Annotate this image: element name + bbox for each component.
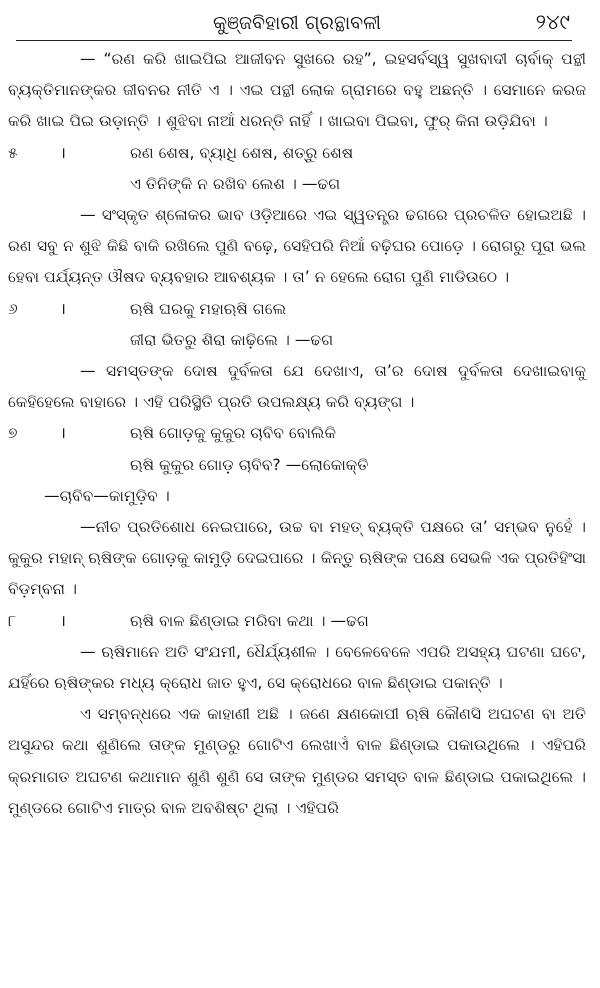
entry-mark: । — [60, 611, 66, 630]
page-header — [8, 0, 586, 44]
proverb-line: ଋଷି କୁକୁର ଗୋଡ଼ ଚାବିବ? —ଲୋକୋକ୍ତି — [130, 455, 369, 474]
paragraph: — ଋଷିମାନେ ଅତି ସଂଯମୀ, ଧୈର୍ଯ୍ୟଶୀଳ । ବେଳେବେଳେ ଏପରି ଅସହ୍ୟ ଘଟଣା ଘଟେ, ଯହିଁରେ ଋଷିଙ୍କର ମଧ୍ୟ କ୍ରୋଧ ଜାତ ହୁଏ, ସେ କ୍ରୋଧରେ ବାଳ ଛିଣ୍ଡାଇ ପକାନ୍ତି । — [8, 642, 586, 693]
entry-number: ୭ — [8, 424, 18, 443]
entry-mark: । — [60, 424, 66, 443]
entry-6 — [8, 294, 586, 325]
gloss-line: —ଚାବିବ—କାମୁଡ଼ିବ । — [44, 486, 170, 505]
paragraph: — ସଂସ୍କୃତ ଶ୍ଳୋକର ଭାବ ଓଡ଼ିଆରେ ଏଇ ସ୍ୱତନ୍ତ୍ର ଢଗରେ ପ୍ରଚଳିତ ହୋଇଅଛି । ରଣ ସବୁ ନ ଶୁଝି କିଛି ବାକି ରଖିଲେ ପୁଣି ବଢ଼େ, ସେହିପରି ନିଆଁ ବଢ଼ିଘର ପୋଡ଼େ । ରୋଗରୁ ପୂରା ଭଲ ହେବା ପର୍ଯ୍ୟନ୍ତ ଔଷଦ ବ୍ୟବହାର ଆବଶ୍ୟକ । ତା’ ନ ହେଲେ ରୋଗ ପୁଣି ମାଡିଉଠେ । — [8, 206, 586, 287]
entry-8 — [8, 606, 586, 637]
paragraph: — “ରଣ କରି ଖାଇପିଇ ଆଜୀବନ ସୁଖରେ ରହ”, ଇହସର୍ବସ୍ୱ ସୁଖବାଦୀ ଚାର୍ବାକ୍ ପନ୍ଥୀ ବ୍ୟକ୍ତିମାନଙ୍କର ଜୀବନର ନୀତି ଏ । ଏଇ ପନ୍ଥୀ ଲୋକ ଗ୍ରାମରେ ବହୁ ଅଛନ୍ତି । ସେମାନେ କରଜ କରି ଖାଇ ପିଇ ଉଡ଼ାନ୍ତି । ଶୁଝିବା ନାଆଁ ଧରନ୍ତି ନାହିଁ । ଖାଇବା ପିଇବା, ଫୁର୍ କିନା ଉଡ଼ିଯିବା । — [8, 50, 586, 131]
header-rule — [16, 40, 572, 41]
proverb-line: ଜୀରା ଭିତରୁ ଶିରା କାଢ଼ିଲେ । —ଢଗ — [130, 330, 334, 349]
proverb-line: ଋଷି ବାଳ ଛିଣ୍ଡାଇ ମରିବା କଥା । —ଢଗ — [130, 611, 369, 630]
entry-5 — [8, 138, 586, 169]
proverb-line: ଋଷି ଘରକୁ ମହାଋଷି ଗଲେ — [130, 299, 287, 318]
entry-mark: । — [60, 143, 66, 162]
entry-number: ୬ — [8, 299, 18, 318]
paragraph: ଏ ସମ୍ବନ୍ଧରେ ଏକ କାହାଣୀ ଅଛି । ଜଣେ କ୍ଷଣକୋପୀ ଋଷି କୌଣସି ଅଘଟଣ ବା ଅତି ଅସୁନ୍ଦର କଥା ଶୁଣିଲେ ତାଙ୍କ ମୁଣ୍ଡରୁ ଗୋଟିଏ ଲେଖାଏଁ ବାଳ ଛିଣ୍ଡାଇ ପକାଉଥିଲେ । ଏହିପରି କ୍ରମାଗତ ଅଘଟଣ କଥାମାନ ଶୁଣି ଶୁଣି ସେ ତାଙ୍କ ମୁଣ୍ଡର ସମସ୍ତ ବାଳ ଛିଣ୍ଡାଇ ପକାଇଥିଲେ । ମୁଣ୍ଡରେ ଗୋଟିଏ ମାତ୍ର ବାଳ ଅବଶିଷ୍ଟ ଥିଲା । ଏହିପରି — [8, 705, 586, 817]
paragraph: — ସମସ୍ତଙ୍କ ଦୋଷ ଦୁର୍ବଳତା ଯେ ଦେଖାଏ, ତା’ର ଦୋଷ ଦୁର୍ବଳତା ଦେଖାଇବାକୁ କେହିହେଲେ ବାହାରେ । ଏହି ପରିସ୍ଥିତି ପ୍ରତି ଉପଲକ୍ଷ୍ୟ କରି ବ୍ୟଙ୍ଗ । — [8, 362, 586, 412]
entry-number: ୫ — [8, 143, 18, 162]
proverb-line: ଋଷି ଗୋଡ଼କୁ କୁକୁର ଚାବିବ ବୋଲିକି — [130, 424, 337, 443]
paragraph: —ନୀଚ ପ୍ରତିଶୋଧ ନେଇପାରେ, ଉଚ୍ଚ ବା ମହତ୍ ବ୍ୟକ୍ତି ପକ୍ଷରେ ତା’ ସମ୍ଭବ ନୁହେଁ । କୁକୁର ମହାନ୍ ଋଷିଙ୍କ ଗୋଡ଼କୁ କାମୁଡ଼ି ଦେଇପାରେ । କିନ୍ତୁ ଋଷିଙ୍କ ପକ୍ଷେ ସେଭଳି ଏକ ପ୍ରତିହିଂସା ବିଡ଼ମ୍ବନା । — [8, 518, 586, 599]
entry-7 — [8, 418, 586, 449]
entry-mark: । — [60, 299, 66, 318]
running-title: କୁଞ୍ଜବିହାରୀ ଗ୍ରନ୍ଥାବଳୀ — [212, 12, 382, 34]
page-body — [8, 44, 586, 824]
proverb-line: ରଣ ଶେଷ, ବ୍ୟାଧି ଶେଷ, ଶତ୍ରୁ ଶେଷ — [130, 143, 354, 162]
proverb-line: ଏ ତିନିଙ୍କି ନ ରଖିବ ଲେଶ । —ଢଗ — [130, 174, 341, 193]
page-number: ୨୪୯ — [535, 10, 570, 34]
entry-number: ୮ — [8, 611, 17, 630]
